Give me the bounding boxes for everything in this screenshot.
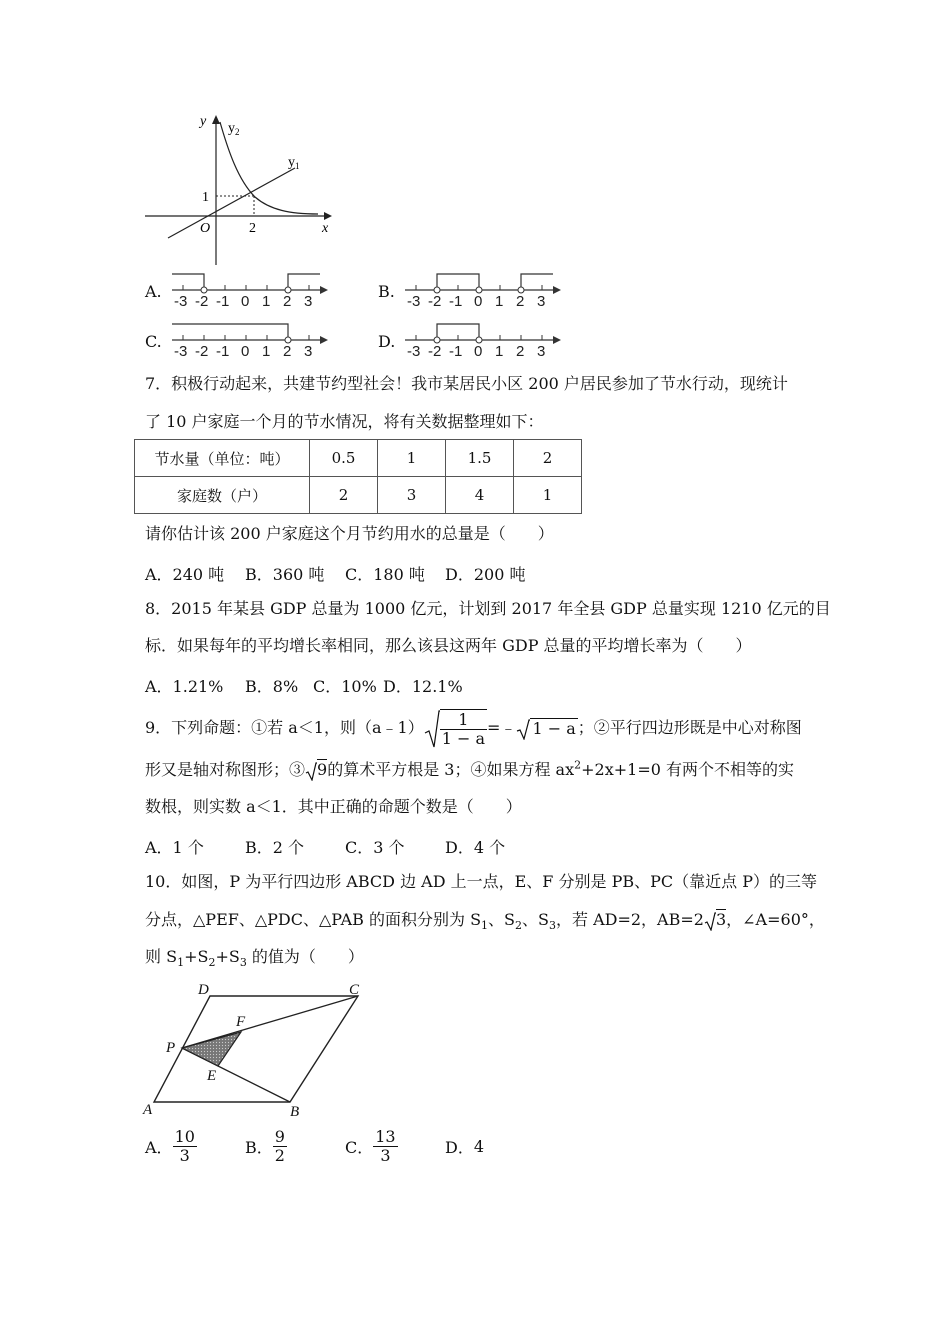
sqrt-expression: 1 − a <box>516 709 577 749</box>
svg-text:-1: -1 <box>449 293 463 308</box>
table-header-cell: 节水量（单位：吨） <box>135 440 310 477</box>
y2-label: $y_2$ <box>228 121 240 137</box>
q8-line-2: 标．如果每年的平均增长率相同，那么该县这两年 GDP 总量的平均增长率为（ ） <box>145 636 752 655</box>
svg-text:0: 0 <box>241 293 250 308</box>
table-cell: 1.5 <box>446 440 514 477</box>
option-letter: A. <box>145 282 162 301</box>
q9-option-d[interactable]: D．4 个 <box>445 838 506 857</box>
q10-line-1: 10．如图，P 为平行四边形 ABCD 边 AD 上一点，E、F 分别是 PB、PC（靠近点 P）的三等 <box>145 872 817 891</box>
table-cell: 4 <box>446 477 514 514</box>
table-row <box>135 477 582 514</box>
q8-options <box>145 674 463 697</box>
sqrt-fraction: $\frac{1}{1 - a}$ <box>424 708 487 749</box>
q10-option-a[interactable]: A． $\frac{10}{3}$ <box>145 1127 195 1165</box>
svg-text:-3: -3 <box>174 293 188 308</box>
svg-text:-1: -1 <box>216 293 230 308</box>
q9-option-a[interactable]: A．1 个 <box>145 838 204 857</box>
svg-text:3: 3 <box>304 343 313 358</box>
svg-text:-2: -2 <box>195 293 209 308</box>
q9-options <box>145 835 505 858</box>
q7-option-a[interactable]: A．240 吨 <box>145 565 225 584</box>
q9-option-b[interactable]: B．2 个 <box>245 838 305 857</box>
number-line-a <box>170 270 335 308</box>
q7-option-b[interactable]: B．360 吨 <box>245 565 325 584</box>
svg-text:-2: -2 <box>195 343 209 358</box>
vertex-d-label: D <box>198 982 209 998</box>
q7-line-1: 7．积极行动起来，共建节约型社会！我市某居民小区 200 户居民参加了节水行动，现统计 <box>145 374 788 393</box>
svg-text:2: 2 <box>283 343 292 358</box>
table-cell: 2 <box>514 440 582 477</box>
option-letter: D. <box>378 332 396 351</box>
function-graph <box>140 110 340 270</box>
svg-text:-2: -2 <box>428 293 442 308</box>
q10-line-3: 则 $S_1+S_2+S_3$ 的值为（ ） <box>145 947 364 970</box>
table-cell: 1 <box>514 477 582 514</box>
y1-label: $y_1$ <box>288 155 300 171</box>
q8-option-c[interactable]: C．10% <box>313 677 377 696</box>
point-e-label: E <box>207 1068 217 1084</box>
water-saving-table <box>134 439 582 514</box>
table-cell: 3 <box>378 477 446 514</box>
table-cell: 2 <box>310 477 378 514</box>
vertex-a-label: A <box>143 1102 153 1118</box>
table-header-cell: 家庭数（户） <box>135 477 310 514</box>
svg-text:-3: -3 <box>174 343 188 358</box>
sqrt-nine: 9 <box>305 760 327 781</box>
number-line-c <box>170 320 335 358</box>
q8-option-a[interactable]: A．1.21% <box>145 677 224 696</box>
q7-options <box>145 562 525 585</box>
vertex-c-label: C <box>349 982 360 998</box>
svg-text:2: 2 <box>516 293 525 308</box>
q10-options <box>145 1128 484 1165</box>
svg-text:0: 0 <box>474 343 483 358</box>
q7-question: 请你估计该 200 户家庭这个月节约用水的总量是（ ） <box>145 524 554 543</box>
svg-text:1: 1 <box>262 293 271 308</box>
svg-text:3: 3 <box>537 293 546 308</box>
q8-option-b[interactable]: B．8% <box>245 677 299 696</box>
number-line-b <box>403 270 568 308</box>
svg-text:3: 3 <box>304 293 313 308</box>
parallelogram-figure <box>140 978 380 1123</box>
svg-text:1: 1 <box>262 343 271 358</box>
svg-text:3: 3 <box>537 343 546 358</box>
q10-option-d[interactable]: D．4 <box>445 1137 485 1157</box>
svg-text:-1: -1 <box>449 343 463 358</box>
q9-line-2: 形又是轴对称图形；③ 9的算术平方根是 3；④如果方程 $ax^2+2x+1=0$ 有两个不相等的实 <box>145 758 794 780</box>
x-axis-label: x <box>322 221 329 236</box>
svg-text:1: 1 <box>495 343 504 358</box>
q10-option-c[interactable]: C． $\frac{13}{3}$ <box>345 1127 396 1165</box>
q8-option-d[interactable]: D．12.1% <box>383 677 463 696</box>
y-tick-label: 1 <box>202 190 209 205</box>
svg-text:2: 2 <box>516 343 525 358</box>
option-letter: C. <box>145 332 162 351</box>
q10-line-2: 分点，△PEF、△PDC、△PAB 的面积分别为 $S_1$、$S_2$、$S_3$，若 AD=2，AB=2 3，∠A=60°， <box>145 910 825 933</box>
q7-option-d[interactable]: D．200 吨 <box>445 565 526 584</box>
option-letter: B. <box>378 282 395 301</box>
vertex-b-label: B <box>290 1104 300 1120</box>
svg-text:-2: -2 <box>428 343 442 358</box>
number-line-d <box>403 320 568 358</box>
svg-text:0: 0 <box>474 293 483 308</box>
q8-line-1: 8．2015 年某县 GDP 总量为 1000 亿元，计划到 2017 年全县 GDP 总量实现 1210 亿元的目 <box>145 599 831 618</box>
svg-text:-3: -3 <box>407 293 421 308</box>
table-row <box>135 440 582 477</box>
q7-option-c[interactable]: C．180 吨 <box>345 565 425 584</box>
x-tick-label: 2 <box>249 221 256 236</box>
svg-text:2: 2 <box>283 293 292 308</box>
q9-line-1: 9．下列命题：①若 a＜1，则（a﹣1） $\frac{1}{1 - a}$ =﹣ 1 − a ；②平行四边形既是中心对称图 <box>145 710 802 749</box>
sqrt-three: 3 <box>704 910 726 931</box>
table-cell: 1 <box>378 440 446 477</box>
q9-option-c[interactable]: C．3 个 <box>345 838 405 857</box>
q7-line-2: 了 10 户家庭一个月的节水情况，将有关数据整理如下： <box>145 412 544 431</box>
svg-text:0: 0 <box>241 343 250 358</box>
y-axis-label: y <box>200 114 207 129</box>
svg-text:-3: -3 <box>407 343 421 358</box>
point-p-label: P <box>166 1040 176 1056</box>
q9-line-3: 数根，则实数 a＜1．其中正确的命题个数是（ ） <box>145 797 522 816</box>
origin-label: O <box>200 221 211 236</box>
svg-text:1: 1 <box>495 293 504 308</box>
svg-text:-1: -1 <box>216 343 230 358</box>
q10-option-b[interactable]: B． $\frac{9}{2}$ <box>245 1127 285 1165</box>
point-f-label: F <box>236 1014 246 1030</box>
table-cell: 0.5 <box>310 440 378 477</box>
